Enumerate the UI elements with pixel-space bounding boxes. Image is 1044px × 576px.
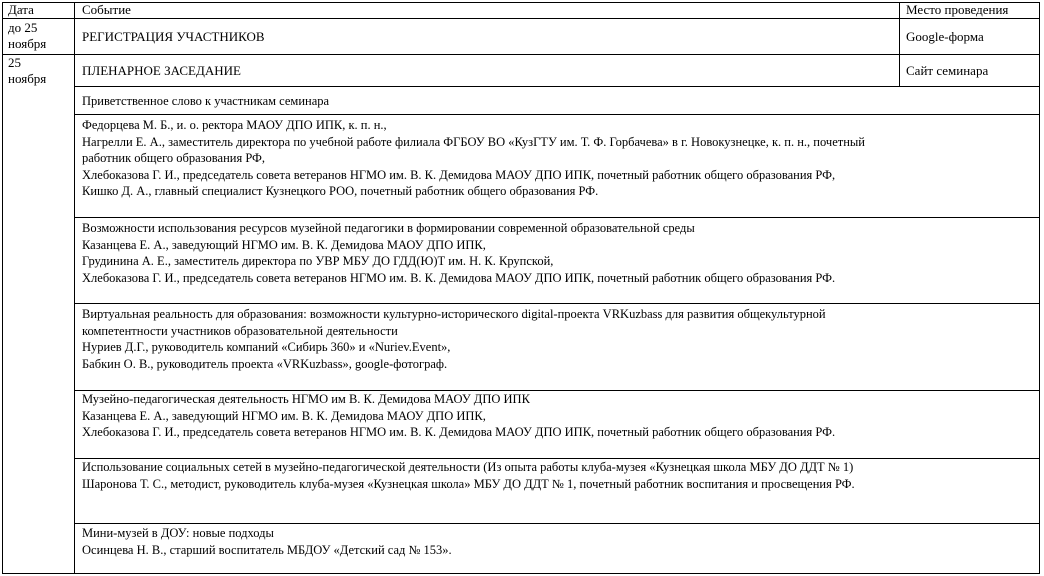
section-line: Нагрелли Е. А., заместитель директора по учебной работе филиала ФГБОУ ВО «КузГТУ им. Т. Ф. Горбачева» в г. Новокузнецке, к. п. н., почетный — [82, 134, 865, 149]
schedule-table — [2, 2, 1042, 574]
row-event: ПЛЕНАРНОЕ ЗАСЕДАНИЕ — [82, 63, 241, 78]
row-venue: Сайт семинара — [906, 63, 989, 78]
row-date-line: до 25 — [8, 20, 38, 35]
rule-section1-bottom — [74, 114, 1040, 115]
section-mini-museum — [82, 525, 452, 558]
section-line: Казанцева Е. А., заведующий НГМО им. В. К. Демидова МАОУ ДПО ИПК, — [82, 237, 486, 252]
rule-row1-bottom — [2, 54, 1040, 55]
section-line: Хлебоказова Г. И., председатель совета ветеранов НГМО им. В. К. Демидова МАОУ ДПО ИПК, почетный работник общего образования РФ. — [82, 270, 836, 285]
section-line: Грудинина А. Е., заместитель директора по УВР МБУ ДО ГДД(Ю)Т им. Н. К. Крупской, — [82, 254, 554, 268]
section-line: Музейно-педагогическая деятельность НГМО им В. К. Демидова МАОУ ДПО ИПК — [82, 392, 530, 406]
rule-bottom — [2, 573, 1040, 574]
rule-row2-bottom — [74, 86, 1040, 87]
section-line: Виртуальная реальность для образования: возможности культурно-исторического digital-проекта VRKuzbass для развития общекультурной — [82, 307, 826, 321]
header-venue: Место проведения — [906, 2, 1009, 17]
section-line: Хлебоказова Г. И., председатель совета ветеранов НГМО им. В. К. Демидова МАОУ ДПО ИПК, почетный работник общего образования РФ. — [82, 425, 836, 439]
section-line: Казанцева Е. А., заведующий НГМО им. В. К. Демидова МАОУ ДПО ИПК, — [82, 408, 486, 423]
header-date: Дата — [8, 2, 34, 17]
row-date-line: ноября — [8, 36, 47, 51]
section-line: Бабкин О. В., руководитель проекта «VRKuzbass», google-фотограф. — [82, 356, 448, 371]
section-line: Нуриев Д.Г., руководитель компаний «Сибирь 360» и «Nuriev.Event», — [82, 340, 451, 354]
row-date-line: 25 — [8, 55, 21, 70]
section-line: Хлебоказова Г. И., председатель совета ветеранов НГМО им. В. К. Демидова МАОУ ДПО ИПК, почетный работник общего образования РФ, — [82, 167, 836, 182]
section-museum-pedagogy — [82, 220, 835, 286]
section-line: Кишко Д. А., главный специалист Кузнецкого РОО, почетный работник общего образования РФ. — [82, 184, 599, 198]
row-event: РЕГИСТРАЦИЯ УЧАСТНИКОВ — [82, 29, 265, 44]
section-line: Мини-музей в ДОУ: новые подходы — [82, 526, 274, 540]
rule-section3-bottom — [74, 303, 1040, 304]
rule-left — [2, 2, 3, 574]
section-social-networks — [82, 459, 855, 492]
section-virtual-reality — [82, 306, 826, 372]
rule-date-col — [74, 2, 75, 574]
row-date-line: ноября — [8, 71, 47, 86]
rule-header-bottom — [2, 18, 1040, 19]
section-line: Шаронова Т. С., методист, руководитель клуба-музея «Кузнецкая школа» МБУ ДО ДДТ № 1, почетный работник воспитания и просвещения РФ. — [82, 476, 855, 491]
section-line: Возможности использования ресурсов музейной педагогики в формировании современной образовательной среды — [82, 221, 695, 235]
section-line: Использование социальных сетей в музейно-педагогической деятельности (Из опыта работы клуба-музея «Кузнецкая школа МБУ ДО ДДТ № 1) — [82, 460, 854, 474]
section-greeting — [82, 93, 329, 110]
row-venue: Google-форма — [906, 29, 984, 44]
section-speakers — [82, 117, 865, 200]
rule-top — [2, 2, 1040, 3]
section-line: Осинцева Н. В., старший воспитатель МБДОУ «Детский сад № 153». — [82, 542, 452, 557]
section-line: Приветственное слово к участникам семинара — [82, 94, 330, 108]
section-line: компетентности участников образовательной деятельности — [82, 323, 398, 338]
section-museum-activity — [82, 391, 835, 441]
rule-venue-col — [899, 2, 900, 87]
header-event: Событие — [82, 2, 131, 17]
section-line: Федорцева М. Б., и. о. ректора МАОУ ДПО ИПК, к. п. н., — [82, 118, 387, 132]
rule-section6-bottom — [74, 523, 1040, 524]
rule-right — [1039, 2, 1040, 574]
rule-section2-bottom — [74, 217, 1040, 218]
section-line: работник общего образования РФ, — [82, 151, 266, 165]
